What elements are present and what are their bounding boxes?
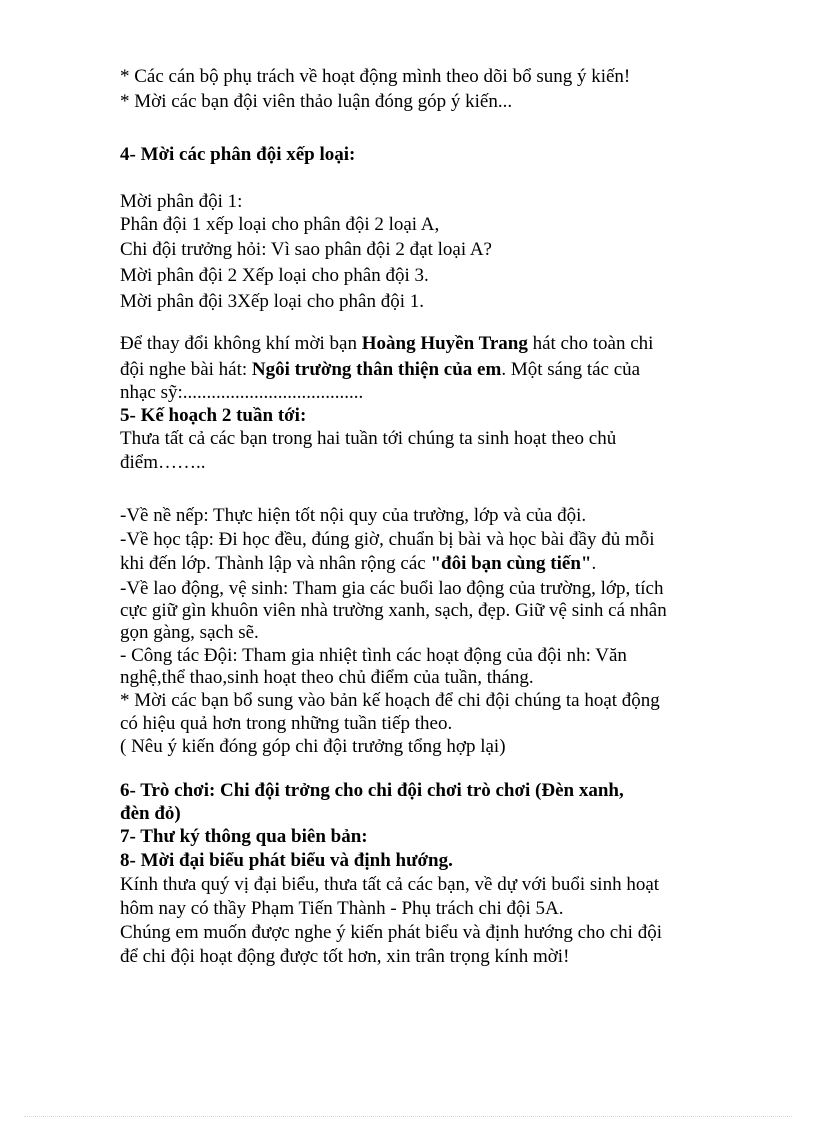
line-text: Kính thưa quý vị đại biểu, thưa tất cả các bạn, về dự với buổi sinh hoạt [120,874,660,895]
line-text: * Mời các bạn bổ sung vào bản kế hoạch để chi đội chúng ta hoạt động [120,690,660,711]
line-text: Mời phân đội 1: [120,191,243,212]
document-line [120,405,306,427]
line-text: Chi đội trưởng hỏi: Vì sao phân đội 2 đạt loại A? [120,239,492,260]
line-text: hôm nay có thầy Phạm Tiến Thành - Phụ trách chi đội 5A. [120,898,564,919]
document-line [120,736,506,758]
line-text: ( Nêu ý kiến đóng góp chi đội trưởng tổng hợp lại) [120,736,506,757]
document-line [120,359,640,381]
document-line [120,922,662,944]
line-text: 4- Mời các phân đội xếp loại: [120,144,356,165]
document-line [120,850,453,872]
document-line [120,713,452,735]
line-text: điểm…….. [120,452,206,473]
line-text: - Công tác Đội: Tham gia nhiệt tình các hoạt động của đội nh: Văn [120,645,627,666]
document-line [120,946,569,968]
document-line [120,898,563,920]
line-text-after: . [591,553,597,574]
document-line [120,66,630,88]
document-line [120,780,624,802]
document-line [120,874,659,896]
line-text: 7- Thư ký thông qua biên bản: [120,826,368,847]
document-line [120,144,355,166]
line-text: Phân đội 1 xếp loại cho phân đội 2 loại A, [120,214,440,235]
document-line [120,690,660,712]
line-text: có hiệu quả hơn trong những tuần tiếp theo. [120,713,453,734]
line-text: * Các cán bộ phụ trách về hoạt động mình theo dõi bổ sung ý kiến! [120,66,631,87]
line-text: -Về lao động, vệ sinh: Tham gia các buổi lao động của trường, lớp, tích [120,578,664,599]
line-text: 5- Kế hoạch 2 tuần tới: [120,405,307,426]
line-text: -Về học tập: Đi học đều, đúng giờ, chuẩn bị bài và học bài đầy đủ mỗi [120,529,655,550]
document-line [120,553,596,575]
line-text: nghệ,thể thao,sinh hoạt theo chủ điểm của tuần, tháng. [120,667,534,688]
document-line [120,291,424,313]
document-line [120,529,655,551]
line-bold-text: Ngôi trường thân thiện của em [251,359,502,380]
document-line [120,803,181,825]
document-line [120,826,368,848]
document-line [120,428,616,450]
line-text: đèn đỏ) [120,803,181,824]
page-bottom-divider [24,1116,792,1117]
document-line [120,578,663,600]
line-text: để chi đội hoạt động được tốt hơn, xin trân trọng kính mời! [120,946,570,967]
document-line [120,505,586,527]
document-line [120,333,653,355]
line-text: nhạc sỹ:...................................... [120,382,364,403]
line-text: Để thay đổi không khí mời bạn [120,333,362,354]
document-line [120,667,534,689]
document-line [120,622,259,644]
document-line [120,239,492,261]
line-text: -Về nề nếp: Thực hiện tốt nội quy của trường, lớp và của đội. [120,505,587,526]
document-line [120,645,627,667]
line-text: 8- Mời đại biểu phát biểu và định hướng. [120,850,453,871]
line-text: gọn gàng, sạch sẽ. [120,622,259,643]
line-text: 6- Trò chơi: Chi đội trởng cho chi đội chơi trò chơi (Đèn xanh, [120,780,624,801]
document-line [120,214,439,236]
line-text: * Mời các bạn đội viên thảo luận đóng góp ý kiến... [120,91,513,112]
document-line [120,265,429,287]
line-text-after: . Một sáng tác của [501,359,641,380]
document-line [120,600,667,622]
line-bold-text: Hoàng Huyền Trang [361,333,528,354]
line-text: đội nghe bài hát: [120,359,252,380]
document-line [120,452,206,474]
line-text: cực giữ gìn khuôn viên nhà trường xanh, sạch, đẹp. Giữ vệ sinh cá nhân [120,600,667,621]
document-line [120,191,242,213]
line-text: Mời phân đội 3Xếp loại cho phân đội 1. [120,291,424,312]
line-text-after: hát cho toàn chi [527,333,654,354]
line-text: khi đến lớp. Thành lập và nhân rộng các [120,553,431,574]
line-text: Chúng em muốn được nghe ý kiến phát biểu và định hướng cho chi đội [120,922,662,943]
document-line [120,382,363,404]
line-bold-text: "đôi bạn cùng tiến" [430,553,592,574]
line-text: Mời phân đội 2 Xếp loại cho phân đội 3. [120,265,429,286]
document-line [120,91,512,113]
line-text: Thưa tất cả các bạn trong hai tuần tới chúng ta sinh hoạt theo chủ [120,428,617,449]
